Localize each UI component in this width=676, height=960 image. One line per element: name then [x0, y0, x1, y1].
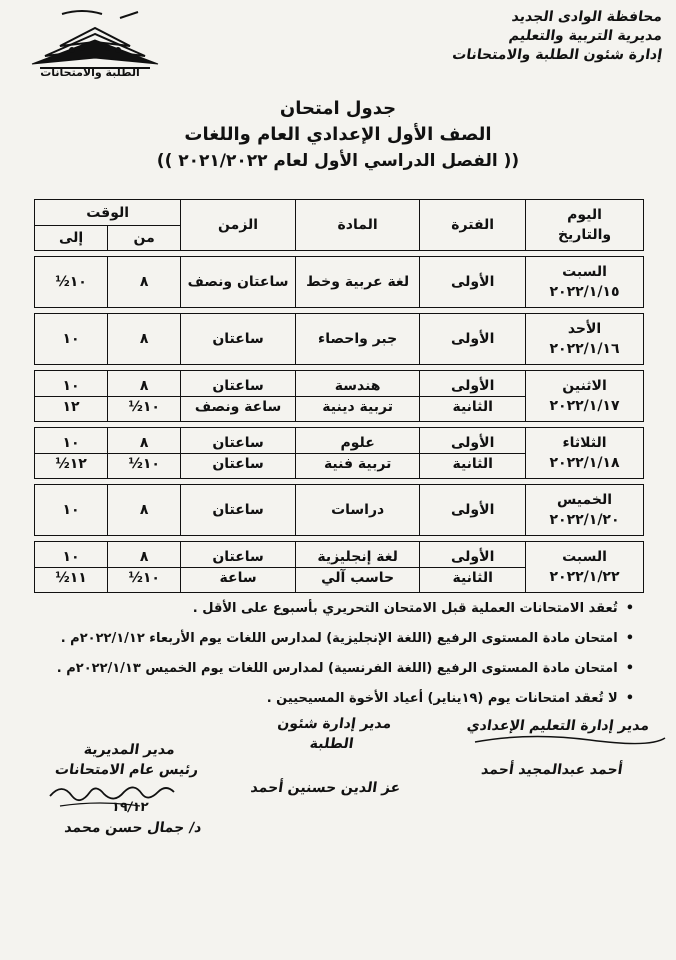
to-time-cell [34, 313, 108, 365]
day-name: الاثنين [562, 378, 607, 394]
table-row [34, 541, 644, 593]
to-time-cell [34, 256, 108, 308]
duration-value: ساعتان [212, 502, 264, 518]
table-row [34, 427, 644, 479]
notes-list [44, 594, 634, 714]
day-name: الأحد [567, 321, 602, 337]
from-value: ١٠½ [108, 453, 180, 474]
grade-title: الصف الأول الإعدادي العام واللغات [184, 124, 492, 145]
signature-student-affairs [244, 714, 416, 798]
from-time-cell [108, 370, 181, 422]
logo-caption: الطلبة والامتحانات [40, 66, 140, 79]
governorate-line: محافظة الوادى الجديد [510, 9, 664, 25]
period-value: الأولى [451, 274, 495, 290]
table-row [34, 313, 644, 365]
signature-name: أحمد عبدالمجيد أحمد [480, 762, 624, 778]
department-line: إدارة شئون الطلبة والامتحانات [451, 47, 664, 63]
header-time [34, 199, 181, 251]
subject-value: تربية فنية [296, 453, 419, 474]
duration-cell [181, 313, 296, 365]
period-value: الأولى [451, 434, 495, 451]
signature-role: مدير إدارة شئون الطلبة [276, 716, 393, 752]
from-value: ٨ [139, 548, 149, 565]
from-time-cell [108, 541, 181, 593]
subject-cell [296, 427, 420, 479]
period-value: الأولى [451, 331, 495, 347]
header-duration: الزمن [181, 199, 296, 251]
exam-date: ٢٠٢٢/١/٢٢ [549, 569, 620, 585]
period-cell [420, 541, 526, 593]
exam-date: ٢٠٢٢/١/١٨ [549, 455, 620, 471]
period-value: الثانية [420, 453, 525, 474]
period-cell [420, 370, 526, 422]
period-value: الثانية [420, 396, 525, 417]
subject-value: دراسات [331, 502, 385, 518]
day-date-cell [526, 370, 644, 422]
document-titles [0, 96, 676, 174]
header-time-label: الوقت [35, 201, 180, 226]
subject-cell [296, 484, 420, 536]
signature-name: د/ جمال حسن محمد [63, 820, 203, 836]
subject-value: تربية دينية [296, 396, 419, 417]
header-day: اليوم [567, 207, 602, 223]
signature-directorate-head [45, 740, 211, 780]
day-date-cell [526, 484, 644, 536]
from-time-cell [108, 256, 181, 308]
day-date-cell [526, 427, 644, 479]
subject-cell [296, 256, 420, 308]
exam-timetable [34, 199, 644, 587]
subject-cell [296, 313, 420, 365]
to-time-cell [34, 427, 108, 479]
signature-role: رئيس عام الامتحانات [53, 762, 200, 778]
to-value: ١٠ [62, 502, 80, 518]
to-value: ١٠ [62, 434, 80, 451]
to-value: ١٠ [62, 377, 80, 394]
from-value: ١٠½ [108, 396, 180, 417]
from-time-cell [108, 313, 181, 365]
period-cell [420, 313, 526, 365]
header-from: من [133, 229, 155, 246]
term-title: (( الفصل الدراسي الأول لعام ٢٠٢١/٢٠٢٢ )) [156, 151, 520, 171]
duration-value: ساعتان ونصف [187, 274, 289, 290]
period-value: الأولى [451, 377, 495, 394]
duration-value: ساعتان [212, 331, 264, 347]
header-subject: المادة [296, 199, 420, 251]
duration-cell [181, 541, 296, 593]
to-time-cell [34, 370, 108, 422]
exam-date: ٢٠٢٢/١/١٦ [549, 341, 620, 357]
duration-value: ساعتان [181, 453, 295, 474]
note-item: • تُعقد الامتحانات العملية قبل الامتحان التحريري بأسبوع على الأقل . [44, 594, 634, 624]
header-to: إلى [35, 226, 108, 250]
to-time-cell [34, 484, 108, 536]
from-value: ١٠½ [108, 567, 180, 588]
duration-cell [181, 256, 296, 308]
from-time-cell [108, 427, 181, 479]
subject-value: حاسب آلي [296, 567, 419, 588]
day-name: السبت [562, 264, 607, 280]
table-row [34, 370, 644, 422]
signature-underline-icon [470, 730, 670, 750]
from-time-cell [108, 484, 181, 536]
signature-date: ١٩/١٢ [110, 800, 150, 815]
duration-value: ساعتان [212, 377, 264, 394]
note-item: • امتحان مادة المستوى الرفيع (اللغة الإنجليزية) لمدارس اللغات يوم الأربعاء ٢٠٢٢/١/١٢م . [44, 624, 634, 654]
signature-role: مدير إدارة التعليم الإعدادي [465, 718, 651, 734]
day-date-cell [526, 256, 644, 308]
to-time-cell [34, 541, 108, 593]
day-date-cell [526, 541, 644, 593]
from-value: ٨ [139, 331, 149, 347]
header-period: الفترة [420, 199, 526, 251]
signature-name: عز الدين حسنين أحمد [249, 780, 402, 796]
to-value: ١٢½ [35, 453, 107, 474]
exam-date: ٢٠٢٢/١/١٧ [549, 398, 620, 414]
table-row [34, 484, 644, 536]
table-row [34, 256, 644, 308]
header-day-date [526, 199, 644, 251]
period-value: الأولى [451, 548, 495, 565]
subject-value: لغة إنجليزية [317, 548, 398, 565]
to-value: ١١½ [35, 567, 107, 588]
duration-value: ساعتان [212, 434, 264, 451]
subject-cell [296, 541, 420, 593]
duration-value: ساعة ونصف [181, 396, 295, 417]
duration-cell [181, 484, 296, 536]
note-item: • لا تُعقد امتحانات يوم (١٩يناير) أعياد الأخوة المسيحيين . [44, 684, 634, 714]
period-value: الثانية [420, 567, 525, 588]
from-value: ٨ [139, 502, 149, 518]
note-item: • امتحان مادة المستوى الرفيع (اللغة الفرنسية) لمدارس اللغات يوم الخميس ٢٠٢٢/١/١٣م . [44, 654, 634, 684]
day-date-cell [526, 313, 644, 365]
period-value: الأولى [451, 502, 495, 518]
to-value: ١٢ [35, 396, 107, 417]
to-value: ١٠ [62, 548, 80, 565]
table-header-row [34, 199, 644, 251]
subject-value: هندسة [334, 377, 381, 394]
from-value: ٨ [139, 434, 149, 451]
duration-cell [181, 370, 296, 422]
signature-role: مدير المديرية [82, 742, 176, 758]
from-value: ٨ [139, 274, 149, 290]
directorate-line: مديرية التربية والتعليم [507, 28, 664, 44]
duration-value: ساعة [181, 567, 295, 588]
period-cell [420, 427, 526, 479]
period-cell [420, 256, 526, 308]
duration-cell [181, 427, 296, 479]
duration-value: ساعتان [212, 548, 264, 565]
to-value: ١٠ [62, 331, 80, 347]
header-date: والتاريخ [557, 227, 612, 243]
day-name: الثلاثاء [562, 435, 607, 451]
exam-table [34, 194, 644, 598]
issuer-header [452, 8, 662, 65]
exam-date: ٢٠٢٢/١/١٥ [549, 284, 620, 300]
day-name: السبت [562, 549, 607, 565]
exam-date: ٢٠٢٢/١/٢٠ [549, 512, 620, 528]
from-value: ٨ [139, 377, 149, 394]
subject-value: علوم [340, 434, 375, 451]
subject-value: لغة عربية وخط [306, 274, 410, 290]
subject-value: جبر واحصاء [318, 331, 398, 347]
day-name: الخميس [556, 492, 613, 508]
document-title: جدول امتحان [279, 98, 397, 119]
subject-cell [296, 370, 420, 422]
period-cell [420, 484, 526, 536]
to-value: ١٠½ [55, 274, 87, 290]
